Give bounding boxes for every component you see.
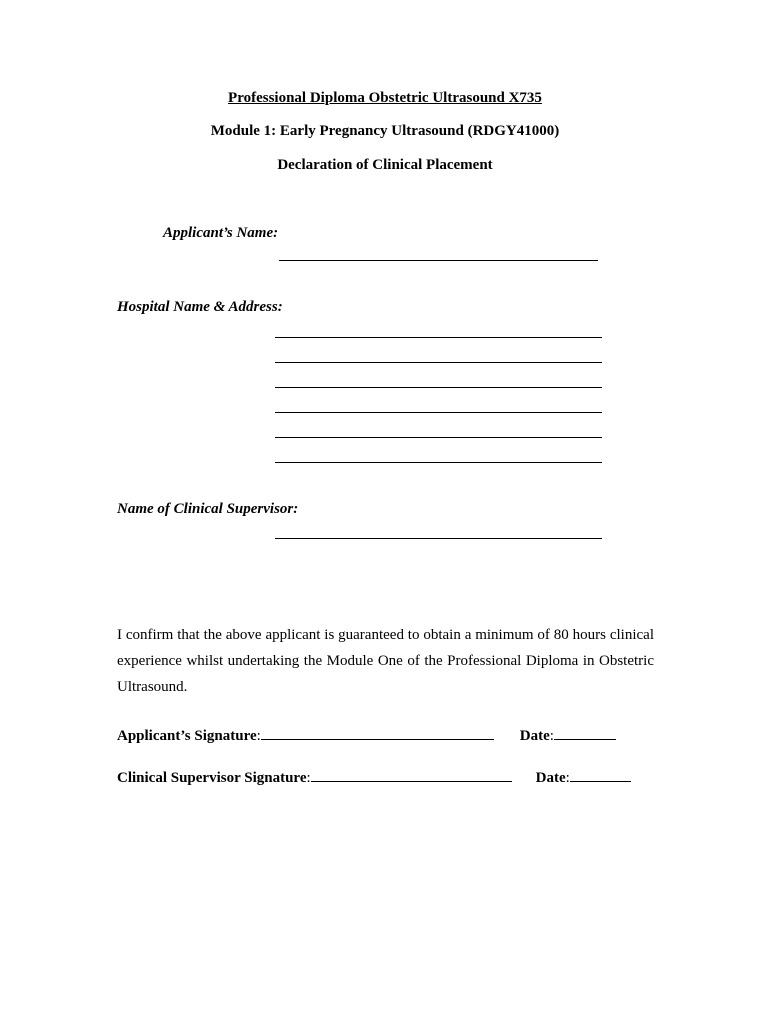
hospital-label: Hospital Name & Address: [117,299,283,315]
applicant-name-line[interactable] [279,260,598,261]
hospital-line[interactable] [275,412,602,413]
supervisor-signature-row [117,769,631,787]
hospital-line[interactable] [275,462,602,463]
hospital-line[interactable] [275,437,602,438]
colon: : [306,770,311,786]
hospital-line[interactable] [275,337,602,338]
supervisor-name-line[interactable] [275,538,602,539]
document-title: Professional Diploma Obstetric Ultrasound X735 [228,90,542,106]
hospital-line[interactable] [275,387,602,388]
applicant-name-label: Applicant’s Name: [163,225,279,241]
supervisor-signature-label: Clinical Supervisor Signature [117,770,307,786]
colon: : [565,770,570,786]
supervisor-label: Name of Clinical Supervisor: [117,501,299,517]
module-heading: Module 1: Early Pregnancy Ultrasound (RDGY41000) [210,123,560,139]
declaration-heading: Declaration of Clinical Placement [277,157,493,173]
applicant-signature-row [117,727,616,745]
supervisor-signature-line[interactable] [311,769,512,782]
applicant-date-label: Date [519,728,550,744]
applicant-signature-line[interactable] [261,727,494,740]
applicant-signature-label: Applicant’s Signature [117,728,257,744]
hospital-line[interactable] [275,362,602,363]
confirmation-paragraph: I confirm that the above applicant is guaranteed to obtain a minimum of 80 hours clinical experience whilst undertaking the Module One of the Professional Diploma in Obstetric Ultrasound. [117,627,654,695]
colon: : [256,728,261,744]
colon: : [549,728,554,744]
supervisor-date-line[interactable] [570,769,631,782]
supervisor-date-label: Date [535,770,566,786]
applicant-date-line[interactable] [554,727,616,740]
